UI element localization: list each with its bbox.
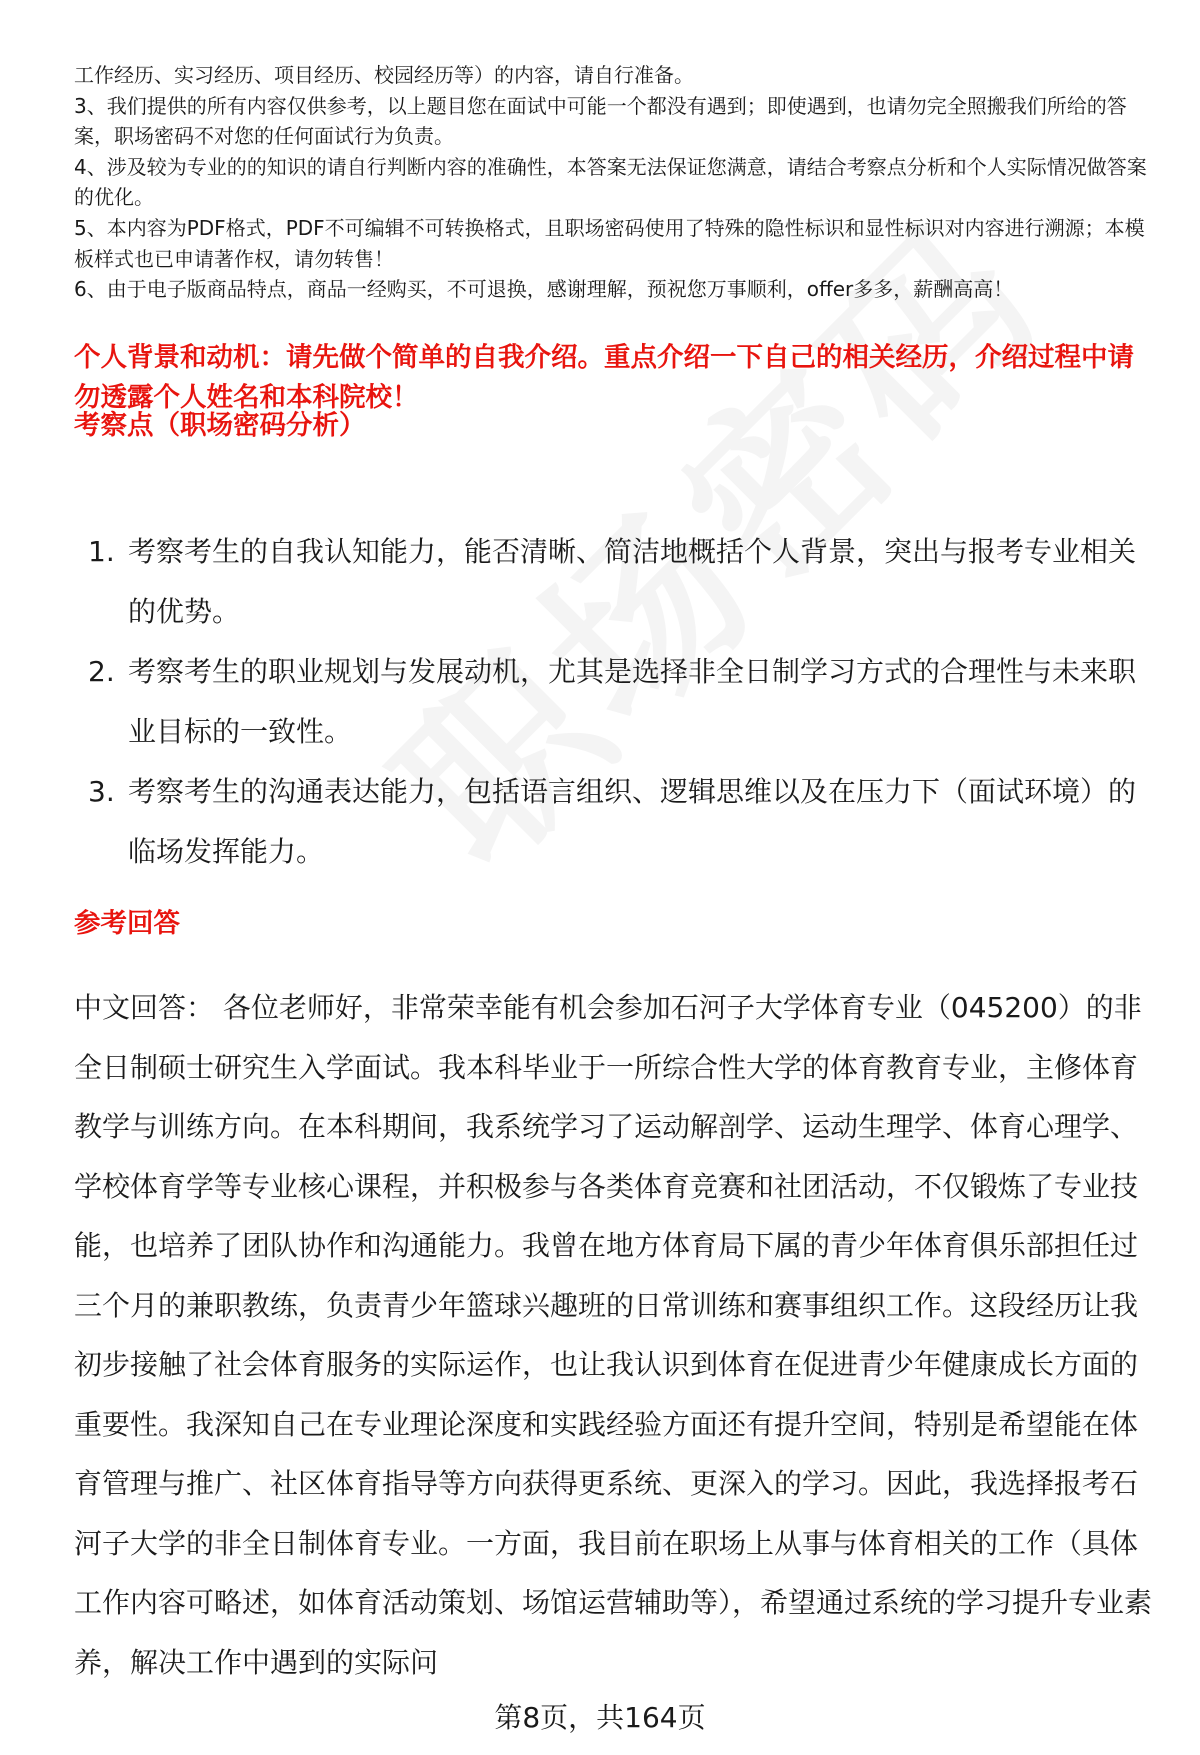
list-item-number: 3. <box>88 775 115 808</box>
list-item-text: 考察考生的沟通表达能力，包括语言组织、逻辑思维以及在压力下（面试环境）的临场发挥能力。 <box>128 775 1137 868</box>
analysis-heading: 考察点（职场密码分析） <box>74 410 366 441</box>
list-item-number: 2. <box>88 655 115 688</box>
note-line: 6、由于电子版商品特点，商品一经购买，不可退换，感谢理解，预祝您万事顺利，offer多多，薪酬高高！ <box>74 277 1014 302</box>
note-line: 4、涉及较为专业的的知识的请自行判断内容的准确性，本答案无法保证您满意，请结合考察点分析和个人实际情况做答案的优化。 <box>74 154 1147 210</box>
question-heading: 个人背景和动机：请先做个简单的自我介绍。重点介绍一下自己的相关经历，介绍过程中请勿透露个人姓名和本科院校！ <box>74 342 1134 413</box>
page-footer: 第8页，共164页 <box>494 1701 706 1734</box>
note-line: 工作经历、实习经历、项目经历、校园经历等）的内容，请自行准备。 <box>74 63 694 87</box>
analysis-points-list <box>74 522 1154 882</box>
list-item-text: 考察考生的自我认知能力，能否清晰、简洁地概括个人背景，突出与报考专业相关的优势。 <box>128 535 1137 628</box>
list-item-text: 考察考生的职业规划与发展动机，尤其是选择非全日制学习方式的合理性与未来职业目标的一致性。 <box>128 655 1137 748</box>
notes-block <box>74 60 1154 305</box>
list-item <box>74 522 1154 642</box>
note-line: 3、我们提供的所有内容仅供参考，以上题目您在面试中可能一个都没有遇到；即使遇到，也请勿完全照搬我们所给的答案，职场密码不对您的任何面试行为负责。 <box>74 93 1127 149</box>
list-item <box>74 642 1154 762</box>
list-item <box>74 762 1154 882</box>
answer-paragraph: 中文回答： 各位老师好，非常荣幸能有机会参加石河子大学体育专业（045200）的非全日制硕士研究生入学面试。我本科毕业于一所综合性大学的体育教育专业，主修体育教学与训练方向。在本科期间，我系统学习了运动解剖学、运动生理学、体育心理学、学校体育学等专业核心课程，并积极参与各类体育竞赛和社团活动，不仅锻炼了专业技能，也培养了团队协作和沟通能力。我曾在地方体育局下属的青少年体育俱乐部担任过三个月的兼职教练，负责青少年篮球兴趣班的日常训练和赛事组织工作。这段经历让我初步接触了社会体育服务的实际运作，也让我认识到体育在促进青少年健康成长方面的重要性。我深知自己在专业理论深度和实践经验方面还有提升空间，特别是希望能在体育管理与推广、社区体育指导等方向获得更系统、更深入的学习。因此，我选择报考石河子大学的非全日制体育专业。一方面，我目前在职场上从事与体育相关的工作（具体工作内容可略述，如体育活动策划、场馆运营辅助等），希望通过系统的学习提升专业素养，解决工作中遇到的实际问 <box>74 991 1153 1679</box>
note-line: 5、本内容为PDF格式，PDF不可编辑不可转换格式，且职场密码使用了特殊的隐性标识和显性标识对内容进行溯源；本模板样式也已申请著作权，请勿转售！ <box>74 215 1145 271</box>
list-item-number: 1. <box>88 535 115 568</box>
answer-heading: 参考回答 <box>74 908 180 939</box>
